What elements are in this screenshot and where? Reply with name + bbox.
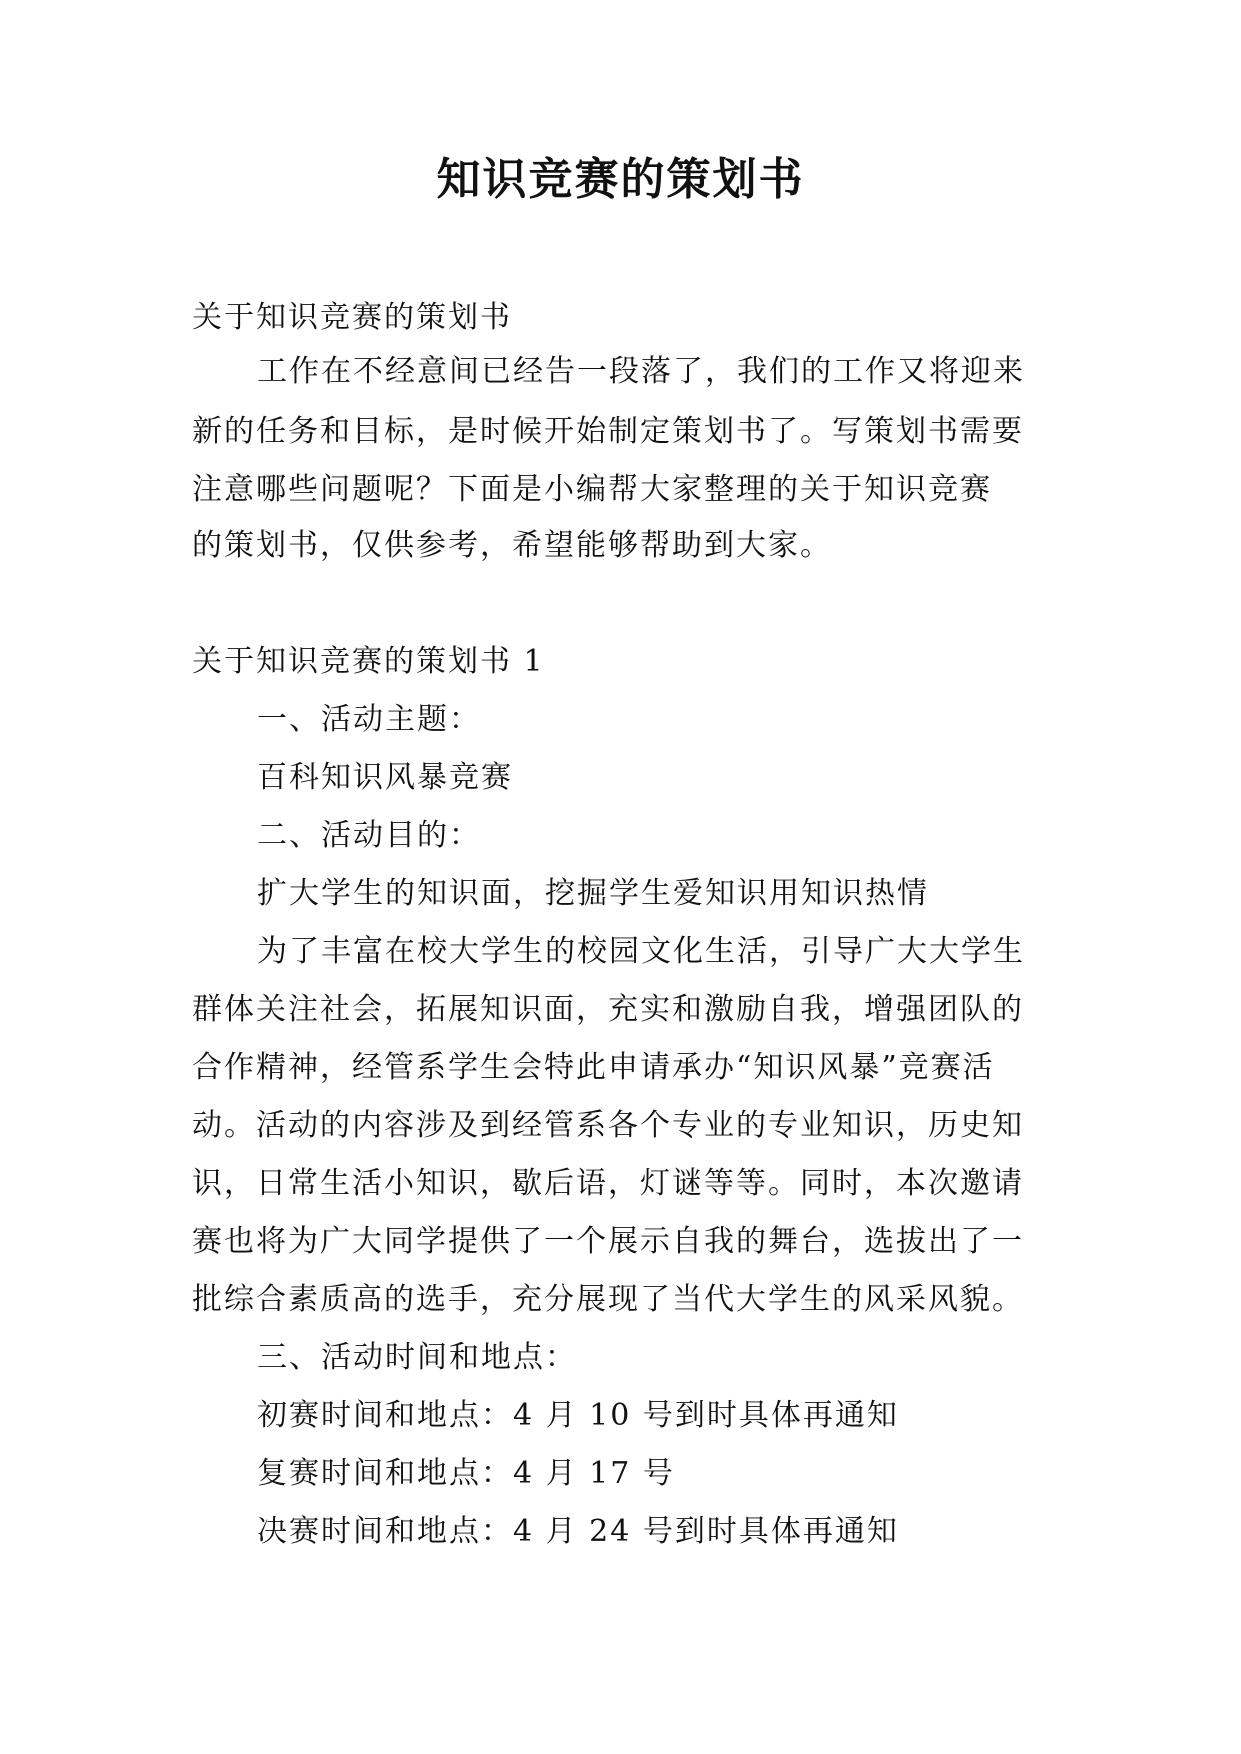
intro-line: 工作在不经意间已经告一段落了，我们的工作又将迎来 xyxy=(257,354,1025,389)
purpose-text: 扩大学生的知识面，挖掘学生爱知识用知识热情 xyxy=(257,876,929,911)
intro-line: 新的任务和目标，是时候开始制定策划书了。写策划书需要 xyxy=(192,414,1024,449)
body-line: 合作精神，经管系学生会特此申请承办“知识风暴”竞赛活 xyxy=(192,1050,995,1085)
body-line: 识，日常生活小知识，歇后语，灯谜等等。同时，本次邀请 xyxy=(192,1166,1024,1201)
semifinal-time: 复赛时间和地点：4 月 17 号 xyxy=(257,1456,675,1491)
theme-heading: 一、活动主题： xyxy=(257,702,481,737)
theme-text: 百科知识风暴竞赛 xyxy=(257,760,513,795)
section-title: 关于知识竞赛的策划书 1 xyxy=(192,644,545,679)
purpose-heading: 二、活动目的： xyxy=(257,818,481,853)
intro-line: 注意哪些问题呢？下面是小编帮大家整理的关于知识竞赛 xyxy=(192,472,992,507)
intro-line: 的策划书，仅供参考，希望能够帮助到大家。 xyxy=(192,528,832,563)
final-time: 决赛时间和地点：4 月 24 号到时具体再通知 xyxy=(257,1514,899,1549)
body-line: 为了丰富在校大学生的校园文化生活，引导广大大学生 xyxy=(257,934,1025,969)
time-heading: 三、活动时间和地点： xyxy=(257,1340,577,1375)
body-line: 动。活动的内容涉及到经管系各个专业的专业知识，历史知 xyxy=(192,1108,1024,1143)
prelim-time: 初赛时间和地点：4 月 10 号到时具体再通知 xyxy=(257,1398,899,1433)
subtitle: 关于知识竞赛的策划书 xyxy=(192,300,512,335)
body-line: 群体关注社会，拓展知识面，充实和激励自我，增强团队的 xyxy=(192,992,1024,1027)
body-line: 批综合素质高的选手，充分展现了当代大学生的风采风貌。 xyxy=(192,1282,1024,1317)
document-title: 知识竞赛的策划书 xyxy=(436,154,805,205)
body-line: 赛也将为广大同学提供了一个展示自我的舞台，选拔出了一 xyxy=(192,1224,1024,1259)
